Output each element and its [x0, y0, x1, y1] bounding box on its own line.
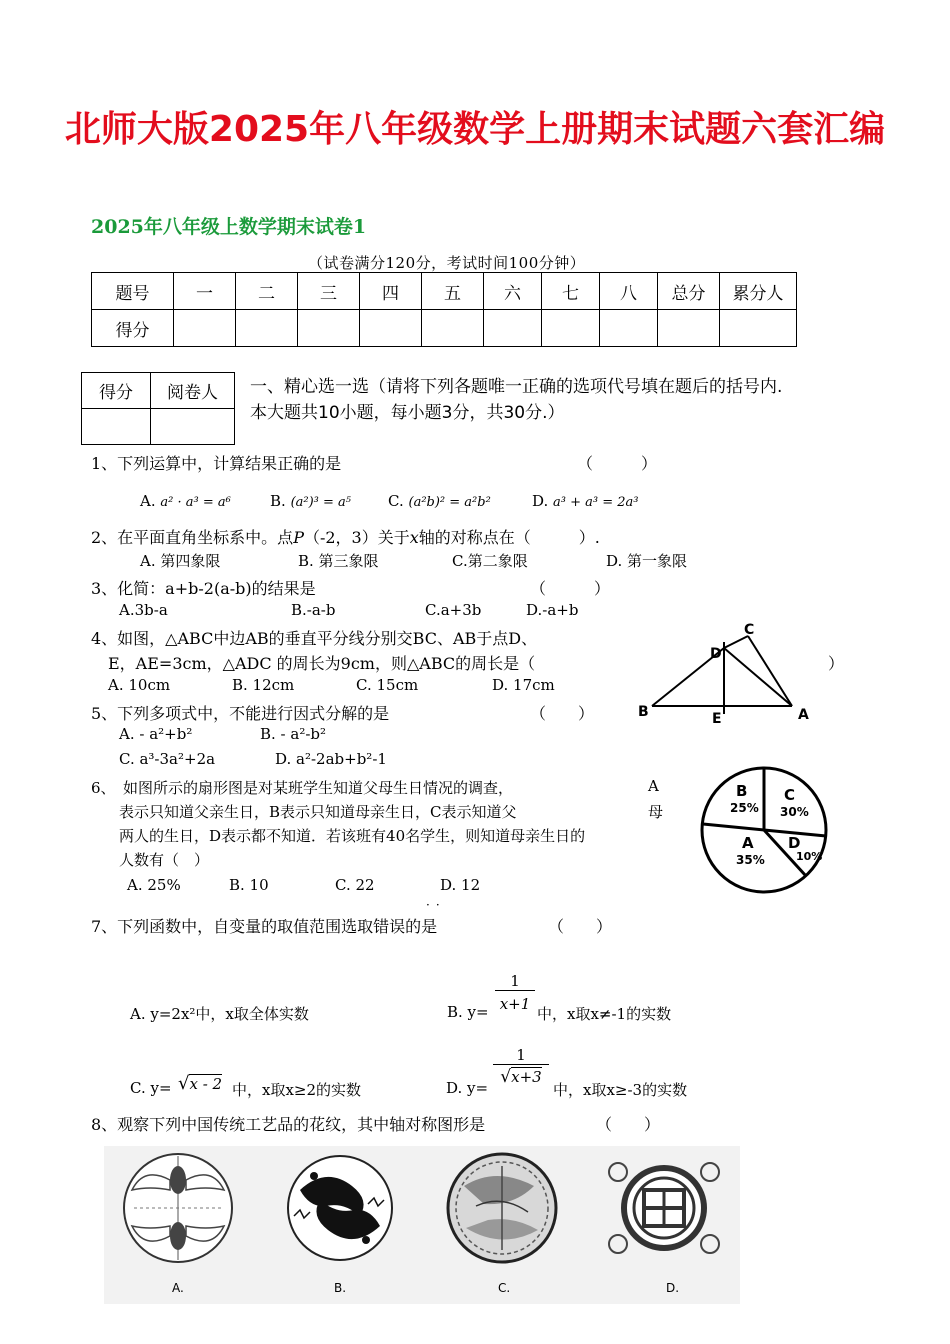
q7-d-numerator: 1	[516, 1046, 526, 1064]
q1-c-label: C.	[388, 492, 404, 510]
pattern-d-label: D.	[666, 1281, 680, 1295]
q1-option-b	[270, 492, 351, 510]
sqrt-sign-icon: √	[500, 1067, 512, 1087]
q2-option-b: B. 第三象限	[298, 552, 379, 570]
grader-score-cell	[82, 409, 151, 445]
q1-c-expr: (a²b)² = a²b²	[408, 495, 491, 510]
pie-pct-c: 30%	[780, 805, 809, 819]
q1-b-label: B.	[270, 492, 286, 510]
q1-d-expr: a³ + a³ = 2a³	[553, 495, 639, 510]
q7-option-c-suffix: 中，x取x≥2的实数	[232, 1081, 362, 1099]
pie-label-d: D	[788, 834, 801, 852]
label-d: D	[710, 646, 722, 662]
q7-stem: 7、下列函数中，自变量的取值范围选取错误的是	[91, 917, 438, 936]
q7-option-d-suffix: 中，x取x≥-3的实数	[553, 1081, 688, 1099]
score-cell	[298, 310, 360, 347]
exam-note: （试卷满分120分，考试时间100分钟）	[308, 254, 586, 272]
q7-c-radical	[178, 1073, 222, 1094]
grader-score-label: 得分	[82, 373, 151, 409]
label-b: B	[638, 704, 649, 720]
q4-stem-line1: 4、如图，△ABC中边AB的垂直平分线分别交BC、AB于点D、	[91, 629, 538, 648]
score-header-cell: 题号	[92, 273, 174, 310]
q7-option-c-prefix: C. y=	[130, 1079, 172, 1097]
q2-point-p: P	[293, 528, 304, 547]
q7-answer-paren: （ ）	[548, 917, 613, 936]
q1-answer-paren: （ ）	[577, 454, 658, 473]
score-cell	[174, 310, 236, 347]
pie-pct-b: 25%	[730, 801, 759, 815]
patterns-image	[104, 1146, 740, 1304]
q6-option-c: C. 22	[335, 876, 375, 894]
q7-option-a: A. y=2x²中，x取全体实数	[130, 1005, 309, 1023]
score-header-cell: 七	[542, 273, 600, 310]
label-a: A	[798, 707, 809, 723]
q2-option-d: D. 第一象限	[606, 552, 688, 570]
score-header-cell: 六	[484, 273, 542, 310]
q4-option-c: C. 15cm	[356, 676, 419, 694]
document-title: 北师大版2025年八年级数学上册期末试题六套汇编	[64, 109, 886, 150]
q2-option-c: C.第二象限	[452, 552, 528, 570]
score-cell	[236, 310, 298, 347]
q7-option-b-suffix: 中，x取x≠-1的实数	[537, 1005, 672, 1023]
q3-option-d: D.-a+b	[526, 601, 579, 619]
q4-option-b: B. 12cm	[232, 676, 295, 694]
q5-option-b: B. - a²-b²	[260, 725, 327, 743]
q3-answer-paren: （ ）	[530, 579, 611, 598]
q3-stem: 3、化简：a+b-2(a-b)的结果是	[91, 579, 316, 598]
pattern-b-icon	[288, 1156, 392, 1260]
q4-stem-line2: E，AE=3cm，△ADC 的周长为9cm，则△ABC的周长是（	[108, 654, 536, 673]
score-header-cell: 五	[422, 273, 484, 310]
pattern-a-label: A.	[172, 1281, 184, 1295]
grader-name-cell	[151, 409, 235, 445]
section1-instructions	[250, 374, 782, 426]
segment-ca	[748, 636, 792, 706]
score-header-cell: 二	[236, 273, 298, 310]
score-cell	[542, 310, 600, 347]
q6-stem-line3: 两人的生日，D表示都不知道．若该班有40名学生，则知道母亲生日的	[119, 827, 586, 845]
q4-option-a: A. 10cm	[108, 676, 171, 694]
q7-option-d-prefix: D. y=	[446, 1079, 489, 1097]
pattern-b-label: B.	[334, 1281, 347, 1295]
q7-d-denominator	[493, 1064, 549, 1087]
pattern-c-label: C.	[498, 1281, 511, 1295]
score-cell	[720, 310, 797, 347]
q8-answer-paren: （ ）	[596, 1115, 661, 1134]
q7-c-radicand: x - 2	[189, 1075, 223, 1093]
q6-stem-line1: 6、 如图所示的扇形图是对某班学生知道父母生日情况的调查，	[91, 779, 514, 797]
score-cell	[658, 310, 720, 347]
q2-option-a: A. 第四象限	[140, 552, 221, 570]
segment-da	[724, 648, 792, 706]
pie-label-b: B	[736, 782, 748, 800]
q5-option-a: A. - a²+b²	[119, 725, 193, 743]
q6-option-b: B. 10	[229, 876, 269, 894]
q6-stem-line4: 人数有（ ）	[119, 851, 210, 869]
q6-stem-line2-tail: 母	[648, 803, 664, 821]
grader-name-label: 阅卷人	[151, 373, 235, 409]
q6-option-a: A. 25%	[127, 876, 181, 894]
q7-d-fraction	[493, 1046, 549, 1087]
q5-stem: 5、下列多项式中，不能进行因式分解的是	[91, 704, 390, 723]
section1-line1: 一、精心选一选（请将下列各题唯一正确的选项代号填在题后的括号内.	[250, 377, 783, 397]
label-c: C	[744, 622, 755, 638]
q5-option-d: D. a²-2ab+b²-1	[275, 750, 387, 768]
q7-b-numerator: 1	[510, 972, 520, 990]
q7-d-radicand: x+3	[511, 1068, 542, 1086]
q4-option-d: D. 17cm	[492, 676, 555, 694]
q2-rest: 轴的对称点在（ ）.	[418, 528, 600, 547]
q2-x-var: x	[409, 528, 419, 547]
pattern-c-icon	[448, 1154, 556, 1262]
pie-label-a: A	[742, 834, 754, 852]
q3-option-b: B.-a-b	[291, 601, 336, 619]
q2-text: 2、在平面直角坐标系中。点	[91, 528, 294, 547]
score-row-label: 得分	[92, 310, 174, 347]
pie-pct-a: 35%	[736, 853, 765, 867]
q5-answer-paren: （ ）	[530, 704, 595, 723]
score-header-cell: 总分	[658, 273, 720, 310]
score-table	[91, 272, 797, 347]
q1-option-a	[140, 492, 231, 510]
score-cell	[484, 310, 542, 347]
score-header-cell: 一	[174, 273, 236, 310]
q1-a-expr: a² · a³ = a⁶	[160, 495, 231, 510]
score-cell	[600, 310, 658, 347]
q7-b-fraction	[495, 972, 535, 1013]
pattern-a-icon	[124, 1154, 232, 1262]
patterns-drawing	[104, 1146, 740, 1304]
q6-stem-line1-tail: A	[648, 777, 659, 795]
q3-option-a: A.3b-a	[119, 601, 168, 619]
q1-stem: 1、下列运算中，计算结果正确的是	[91, 454, 342, 473]
q7-option-b-prefix: B. y=	[447, 1003, 489, 1021]
q2-stem	[91, 525, 600, 548]
pie-chart	[698, 764, 830, 896]
q7-b-denominator: x+1	[495, 990, 535, 1013]
q6-stem-line2: 表示只知道父亲生日，B表示只知道母亲生日，C表示知道父	[119, 803, 517, 821]
pie-label-c: C	[784, 786, 796, 804]
q1-d-label: D.	[532, 492, 549, 510]
grader-table	[81, 372, 235, 445]
score-cell	[360, 310, 422, 347]
section1-line2: 本大题共10小题，每小题3分，共30分.）	[250, 403, 565, 423]
q1-b-expr: (a²)³ = a⁵	[290, 495, 352, 510]
exam-subtitle: 2025年八年级上数学期末试卷1	[91, 216, 367, 238]
score-header-cell: 四	[360, 273, 422, 310]
sqrt-sign-icon: √	[178, 1073, 190, 1094]
emphasis-dots: ··	[426, 898, 446, 912]
score-header-cell: 三	[298, 273, 360, 310]
label-e: E	[712, 711, 722, 727]
q5-option-c: C. a³-3a²+2a	[119, 750, 216, 768]
score-cell	[422, 310, 484, 347]
q1-a-label: A.	[140, 492, 156, 510]
q4-close-paren: ）	[828, 654, 845, 673]
q6-option-d: D. 12	[440, 876, 481, 894]
score-header-cell: 八	[600, 273, 658, 310]
triangle-figure	[630, 618, 830, 728]
q8-stem: 8、观察下列中国传统工艺品的花纹，其中轴对称图形是	[91, 1115, 486, 1134]
q3-option-c: C.a+3b	[425, 601, 482, 619]
pattern-d-icon	[609, 1163, 719, 1253]
pie-pct-d: 10%	[796, 850, 823, 863]
score-header-cell: 累分人	[720, 273, 797, 310]
q1-option-c	[388, 492, 491, 510]
q1-option-d	[532, 492, 639, 510]
q2-coord: （-2，3）关于	[303, 528, 410, 547]
